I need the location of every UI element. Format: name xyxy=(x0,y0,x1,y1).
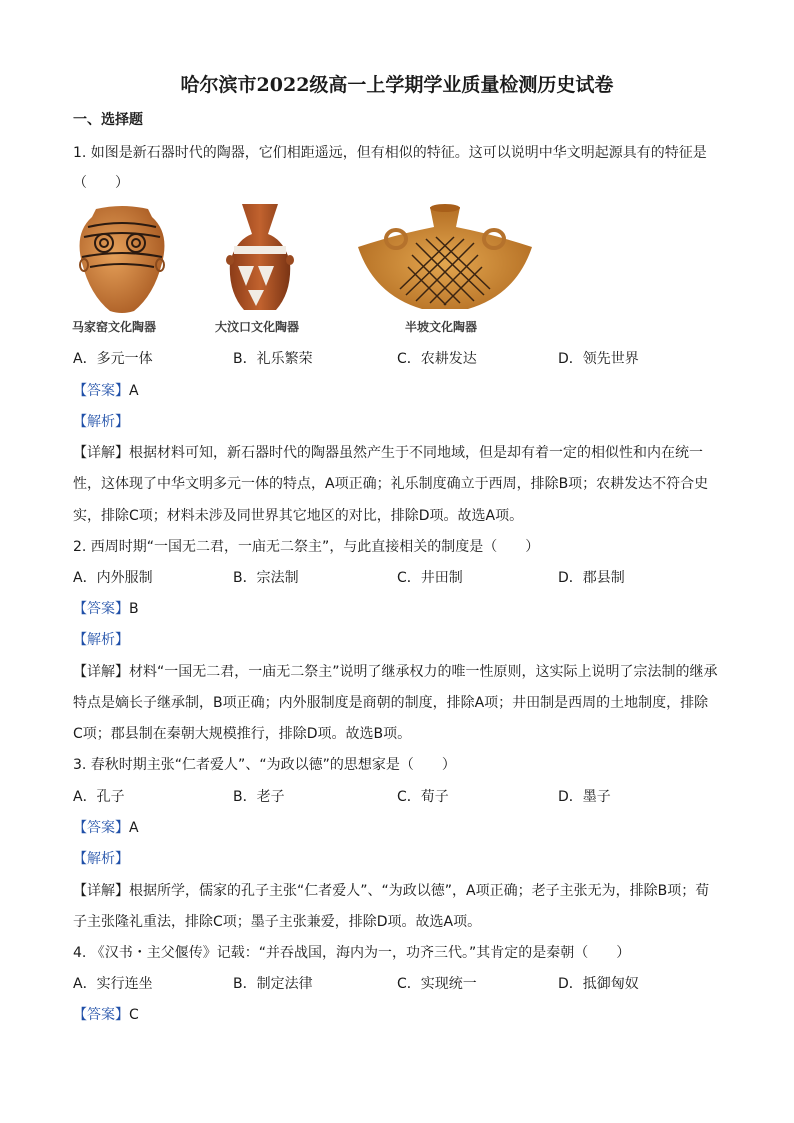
q4-option-d: D．抵御匈奴 xyxy=(558,976,639,992)
q1-option-d: D．领先世界 xyxy=(558,351,639,367)
answer-label: 【答案】 xyxy=(73,383,129,399)
q4-stem: 4. 《汉书・主父偃传》记载：“并吞战国，海内为一，功齐三代。”其肯定的是秦朝（ ） xyxy=(73,945,631,961)
q4-option-b: B．制定法律 xyxy=(233,976,313,992)
q1-stem-line2: （ ） xyxy=(73,175,129,191)
answer-value: A xyxy=(129,383,139,399)
section-heading: 一、选择题 xyxy=(73,112,143,128)
q2-stem: 2. 西周时期“一国无二君，一庙无二祭主”，与此直接相关的制度是（ ） xyxy=(73,539,540,555)
q3-detail-line1: 【详解】根据所学，儒家的孔子主张“仁者爱人”、“为政以德”，A项正确；老子主张无为，排除B项；荀 xyxy=(73,883,710,899)
answer-value: A xyxy=(129,820,139,836)
page-title: 哈尔滨市2022级高一上学期学业质量检测历史试卷 xyxy=(180,74,614,96)
q1-option-a: A．多元一体 xyxy=(73,351,153,367)
q2-detail-line2: 特点是嫡长子继承制，B项正确；内外服制度是商朝的制度，排除A项；井田制是西周的土地制度，排除 xyxy=(73,695,709,711)
q1-answer xyxy=(73,380,139,400)
q2-analysis-label: 【解析】 xyxy=(73,632,129,648)
q2-detail-line3: C项；郡县制在秦朝大规模推行，排除D项。故选B项。 xyxy=(73,726,412,742)
q2-option-d: D．郡县制 xyxy=(558,570,625,586)
q3-option-a: A．孔子 xyxy=(73,789,125,805)
q3-stem: 3. 春秋时期主张“仁者爱人”、“为政以德”的思想家是（ ） xyxy=(73,757,456,773)
boat-vessel-icon xyxy=(356,203,534,313)
q3-detail-line2: 子主张隆礼重法，排除C项；墨子主张兼爱，排除D项。故选A项。 xyxy=(73,914,482,930)
q1-detail-line3: 实，排除C项；材料未涉及同世界其它地区的对比，排除D项。故选A项。 xyxy=(73,508,524,524)
q3-option-c: C．荀子 xyxy=(397,789,449,805)
q3-option-d: D．墨子 xyxy=(558,789,611,805)
caption-banpo: 半坡文化陶器 xyxy=(405,320,478,334)
answer-value: C xyxy=(129,1007,139,1023)
q4-option-a: A．实行连坐 xyxy=(73,976,153,992)
caption-majiayao: 马家窑文化陶器 xyxy=(72,320,157,334)
q2-option-c: C．井田制 xyxy=(397,570,463,586)
q3-option-b: B．老子 xyxy=(233,789,285,805)
q3-answer xyxy=(73,817,139,837)
q2-option-a: A．内外服制 xyxy=(73,570,153,586)
q1-analysis-label: 【解析】 xyxy=(73,414,129,430)
q1-option-b: B．礼乐繁荣 xyxy=(233,351,313,367)
q1-detail-line1: 【详解】根据材料可知，新石器时代的陶器虽然产生于不同地域，但是却有着一定的相似性和内在统一 xyxy=(73,445,703,461)
q4-answer xyxy=(73,1004,139,1024)
painted-pot-icon xyxy=(74,203,170,315)
vase-icon xyxy=(224,200,296,315)
answer-label: 【答案】 xyxy=(73,820,129,836)
q1-detail-line2: 性，这体现了中华文明多元一体的特点，A项正确；礼乐制度确立于西周，排除B项；农耕发达不符合史 xyxy=(73,476,709,492)
q2-detail-line1: 【详解】材料“一国无二君，一庙无二祭主”说明了继承权力的唯一性原则，这实际上说明了宗法制的继承 xyxy=(73,664,718,680)
answer-label: 【答案】 xyxy=(73,1007,129,1023)
q3-analysis-label: 【解析】 xyxy=(73,851,129,867)
q2-option-b: B．宗法制 xyxy=(233,570,299,586)
q2-answer xyxy=(73,598,139,618)
q4-option-c: C．实现统一 xyxy=(397,976,477,992)
q1-stem-line1: 1. 如图是新石器时代的陶器，它们相距遥远，但有相似的特征。这可以说明中华文明起源具有的特征是 xyxy=(73,145,707,161)
caption-dawenkou: 大汶口文化陶器 xyxy=(215,320,300,334)
answer-value: B xyxy=(129,601,139,617)
answer-label: 【答案】 xyxy=(73,601,129,617)
q1-option-c: C．农耕发达 xyxy=(397,351,477,367)
